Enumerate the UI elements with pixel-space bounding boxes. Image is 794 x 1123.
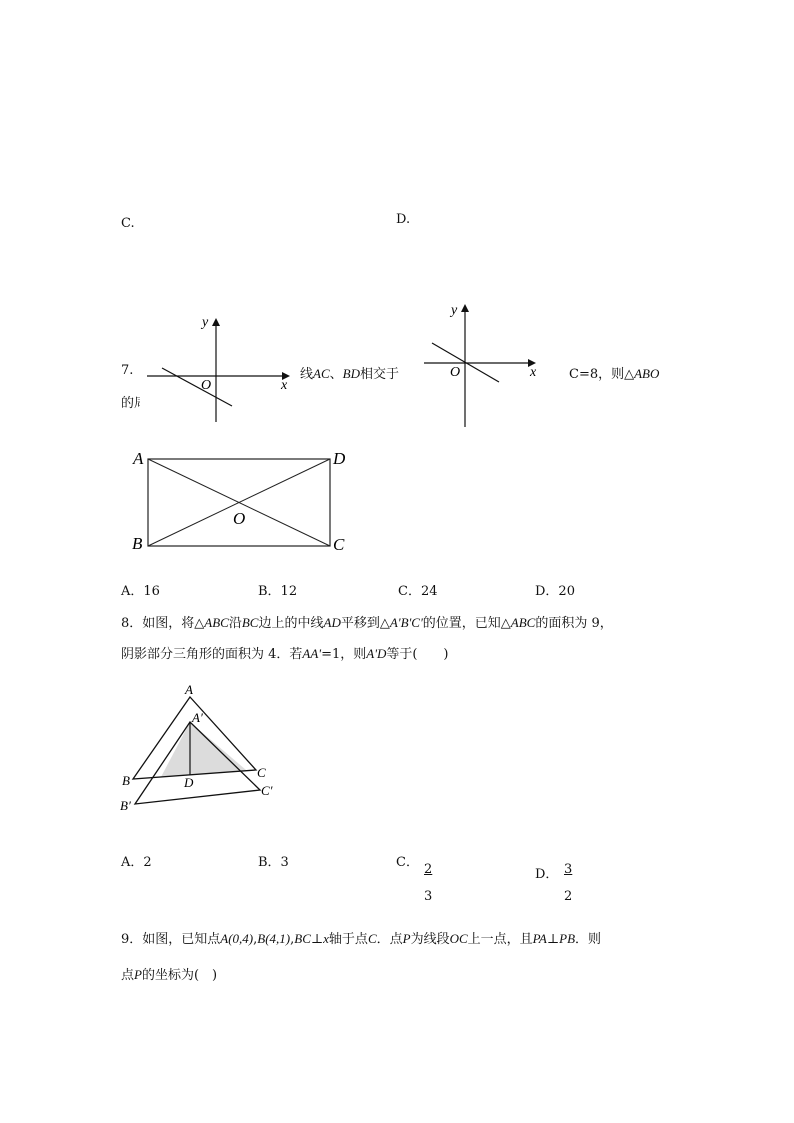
q8-abc: ABC xyxy=(510,615,536,630)
origin-label: O xyxy=(450,365,461,380)
q9-perp-symbol: ⊥ xyxy=(310,932,324,947)
q8-ad-prime: A'D xyxy=(366,646,387,661)
q6-option-d: D. xyxy=(396,212,411,227)
q9-text: 9．如图，已知点 xyxy=(121,932,221,947)
q8-text: 阴影部分三角形的面积为 4．若 xyxy=(121,647,303,662)
label-c-prime: C′ xyxy=(261,783,273,798)
q8-ad: AD xyxy=(323,615,341,630)
q8-bc: BC xyxy=(241,615,259,630)
q9-text: 点 xyxy=(121,968,135,983)
graph-line xyxy=(162,368,232,406)
q9-perp-symbol: ⊥ xyxy=(546,932,560,947)
q9-comma: , xyxy=(253,932,258,947)
q9-pb: PB xyxy=(559,931,576,946)
y-axis-arrow xyxy=(212,318,220,326)
q9-line1 xyxy=(121,928,601,947)
y-axis-arrow xyxy=(461,304,469,312)
q9-text: 轴于点 xyxy=(328,932,368,947)
q8-text: =1，则 xyxy=(321,647,367,662)
q6-graph-d xyxy=(422,300,569,432)
q8-abc: ABC xyxy=(204,615,229,630)
q7-ac: AC xyxy=(313,366,330,381)
q8-option-d: D． xyxy=(535,867,559,882)
q8-option-c: C． xyxy=(396,855,419,870)
q7-line1-right xyxy=(569,363,659,382)
q8-text: 等于( ) xyxy=(386,647,449,662)
q7-line1-mid xyxy=(300,363,399,382)
q7-option-d: D．20 xyxy=(535,584,575,599)
label-b: B xyxy=(132,534,143,553)
label-a: A xyxy=(133,449,144,468)
q8-option-d-numerator: 3 xyxy=(564,862,573,877)
q8-text: 边上的中线 xyxy=(258,616,324,631)
label-d: D xyxy=(184,775,194,790)
q8-text: 8．如图，将△ xyxy=(121,616,205,631)
q7-sep: 、 xyxy=(329,367,343,382)
q8-line2 xyxy=(121,643,449,662)
q9-text: ．则 xyxy=(575,932,602,947)
q7-option-c: C．24 xyxy=(398,584,438,599)
q9-line2 xyxy=(121,964,217,983)
label-a: A xyxy=(185,682,193,697)
q9-oc: OC xyxy=(449,931,468,946)
q8-text: 的位置，已知△ xyxy=(422,616,511,631)
y-label: y xyxy=(451,303,458,318)
q7-option-a: A．16 xyxy=(121,584,160,599)
q9-text: ．点 xyxy=(376,932,403,947)
q9-p: P xyxy=(134,967,142,982)
y-label: y xyxy=(202,315,209,330)
q8-option-a: A．2 xyxy=(121,855,152,870)
q8-aa: AA' xyxy=(302,646,322,661)
label-c: C xyxy=(257,765,266,780)
q8-option-b: B．3 xyxy=(258,855,289,870)
label-o: O xyxy=(233,509,246,528)
label-b: B xyxy=(122,773,130,788)
q7-rectangle-figure xyxy=(128,444,358,556)
q8-option-d-denominator: 2 xyxy=(564,889,573,904)
label-c: C xyxy=(333,535,345,554)
q7-text-right: C=8，则△ xyxy=(569,367,635,382)
q9-point-a: A(0,4) xyxy=(220,931,254,946)
q8-text: 沿 xyxy=(228,616,242,631)
q9-text: 为线段 xyxy=(410,932,450,947)
q8-option-c-numerator: 2 xyxy=(424,862,433,877)
q9-p: P xyxy=(402,931,411,946)
x-label: x xyxy=(281,378,288,393)
q7-option-b: B．12 xyxy=(258,584,298,599)
q7-line2: 的周 xyxy=(121,396,148,411)
q9-pa: PA xyxy=(532,931,547,946)
label-d: D xyxy=(333,449,346,468)
q7-intersect: 相交于 xyxy=(360,367,400,382)
q8-option-c-denominator: 3 xyxy=(424,889,433,904)
label-a-prime: A′ xyxy=(192,710,203,725)
q9-comma: , xyxy=(290,932,295,947)
q8-text: 平移到△ xyxy=(340,616,390,631)
q8-abc-prime: A'B'C' xyxy=(389,615,423,630)
q9-text: 的坐标为( ) xyxy=(141,968,218,983)
q8-text: 的面积为 9， xyxy=(535,616,613,631)
q7-bd: BD xyxy=(342,366,360,381)
q9-c: C xyxy=(367,931,377,946)
q7-number: 7. xyxy=(121,363,134,378)
x-label: x xyxy=(530,365,537,380)
q9-text: 上一点，且 xyxy=(467,932,533,947)
q6-graph-c xyxy=(140,310,300,425)
q9-bc: BC xyxy=(294,931,311,946)
q6-option-c: C. xyxy=(121,216,135,231)
q9-point-b: B(4,1) xyxy=(257,931,291,946)
origin-label: O xyxy=(201,378,212,393)
q7-abo: ABO xyxy=(634,366,660,381)
q8-triangle-figure xyxy=(115,680,285,820)
q7-text-line: 线 xyxy=(300,367,314,382)
shaded-triangle xyxy=(161,722,246,777)
q9-x: x xyxy=(323,931,329,946)
q8-line1 xyxy=(121,612,613,631)
label-b-prime: B′ xyxy=(120,798,131,813)
